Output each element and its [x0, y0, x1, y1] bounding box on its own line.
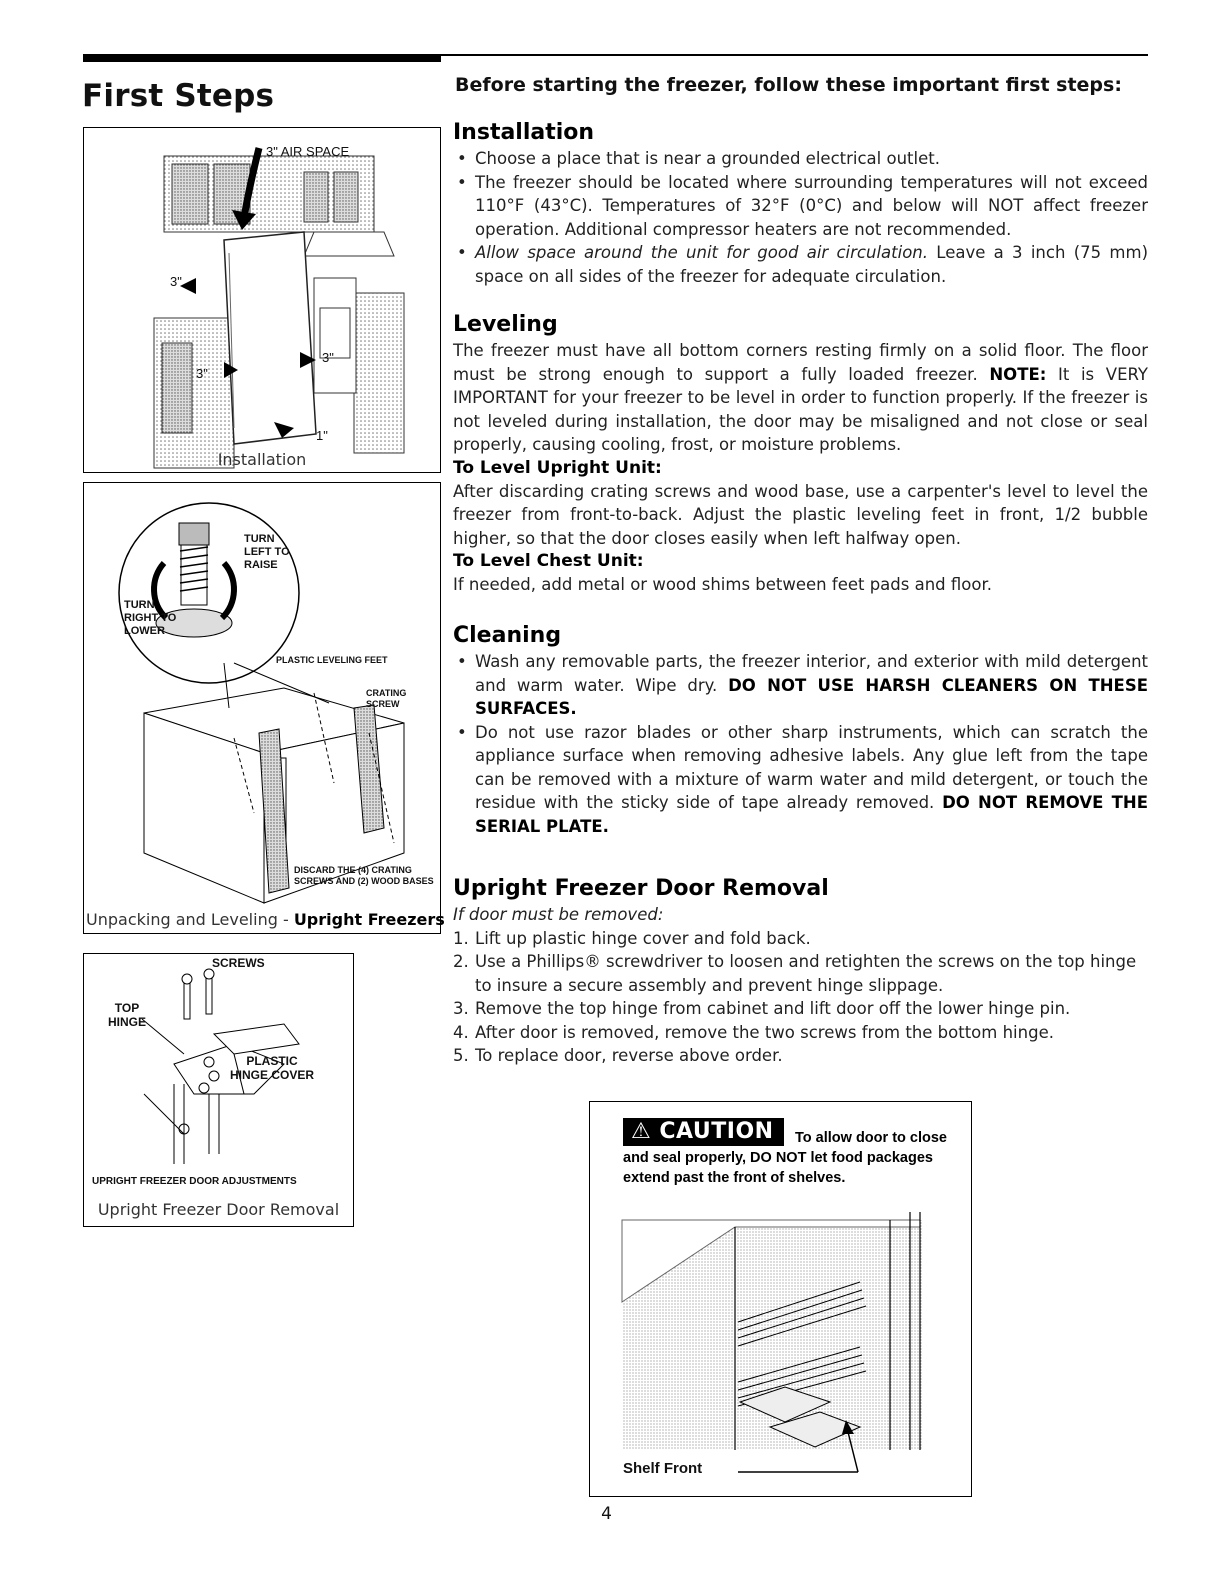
door-caption: Upright Freezer Door Removal	[97, 1200, 340, 1219]
crating-screw-label	[366, 688, 406, 710]
leveling-p1-b: It is VERY IMPORTANT for your freezer to be level in order to function properly. If the freezer is not leveled during installation, the door may be misaligned and not close or seal properly, causing cooling, frost, or moisture problems.	[453, 364, 1149, 454]
leveling-caption	[86, 910, 445, 929]
installation-figure	[83, 127, 441, 473]
door-figure	[83, 953, 354, 1227]
installation-bullet-3-rest: Leave a 3 inch (75 mm) space on all sides of the freezer for adequate circulation.	[475, 243, 1149, 286]
leveling-section	[453, 311, 1148, 597]
turn-left-line2: LEFT TO	[244, 546, 290, 558]
step-text: After door is removed, remove the two screws from the bottom hinge.	[475, 1022, 1054, 1042]
leveling-figure	[83, 482, 445, 934]
installation-caption: Installation	[217, 450, 307, 469]
header-rule-thick	[83, 54, 441, 62]
air-space-label: 3" AIR SPACE	[266, 144, 350, 159]
door-adjustments-label: UPRIGHT FREEZER DOOR ADJUSTMENTS	[92, 1176, 297, 1187]
caution-text: To allow door to close and seal properly, DO NOT let food packages extend past the front of shelves.	[623, 1130, 947, 1186]
door-step	[453, 1044, 1148, 1068]
installation-illustration	[84, 128, 440, 472]
side-right-label: 3"	[322, 350, 334, 365]
door-removal-steps	[453, 927, 1148, 1068]
cleaning-bullet-1-bold: DO NOT USE HARSH CLEANERS ON THESE SURFACES.	[475, 675, 1148, 718]
caution-badge-text: CAUTION	[659, 1119, 774, 1144]
cleaning-list	[453, 650, 1148, 838]
installation-bullet-3	[453, 241, 1148, 288]
step-number: 2.	[453, 952, 469, 971]
step-number: 5.	[453, 1046, 469, 1065]
level-upright-text: After discarding crating screws and wood base, use a carpenter's level to level the freezer from front-to-back. Adjust the plastic leveling feet in front, 1/2 bubble higher, so that the door closes easily when left halfway open.	[453, 481, 1148, 548]
installation-bullet-3-italic: Allow space around the unit for good air circulation.	[475, 243, 928, 262]
step-text: Use a Phillips® screwdriver to loosen and retighten the screws on the top hinge to insure a secure assembly and prevent hinge slippage.	[475, 952, 1137, 995]
installation-section	[453, 119, 1148, 288]
cleaning-bullet-2-text: Do not use razor blades or other sharp instruments, which can scratch the appliance surface when removing adhesive labels. Any glue left from the tape can be removed with a mixture of warm water and mild detergent, or touch the residue with the sticky side of tape already removed.	[475, 722, 1148, 812]
turn-left-line1: TURN	[244, 533, 275, 545]
leveling-note: NOTE:	[989, 364, 1047, 384]
leveling-p1-a: The freezer must have all bottom corners resting firmly on a solid floor. The floor must be strong enough to support a fully loaded freezer.	[453, 341, 1148, 384]
installation-bullet-1: • Choose a place that is near a grounded electrical outlet.	[453, 147, 1148, 171]
cleaning-bullet-1-text: Wash any removable parts, the freezer interior, and exterior with mild detergent and warm water. Wipe dry.	[475, 652, 1148, 695]
cleaning-bullet-2	[453, 721, 1148, 839]
leveling-heading: Leveling	[453, 312, 558, 337]
door-step	[453, 950, 1148, 997]
page-number: 4	[601, 1504, 612, 1524]
cleaning-section	[453, 622, 1148, 838]
side-left-label: 3"	[170, 274, 182, 289]
door-step	[453, 997, 1148, 1021]
plastic-cover-label	[230, 1054, 314, 1082]
crating-line1: CRATING	[366, 688, 407, 698]
cleaning-bullet-1	[453, 650, 1148, 721]
level-chest-text: If needed, add metal or wood shims between feet pads and floor.	[453, 575, 992, 594]
cleaning-bullet-2-bold: DO NOT REMOVE THE SERIAL PLATE.	[475, 793, 1148, 836]
side-inner-label: 3"	[196, 366, 208, 381]
turn-right-label	[124, 599, 176, 638]
leveling-caption-bold: Upright Freezers	[293, 910, 445, 929]
turn-right-line3: LOWER	[124, 625, 165, 637]
step-number: 4.	[453, 1022, 469, 1042]
page-title: First Steps	[82, 78, 275, 114]
bottom-gap-label: 1"	[316, 428, 328, 443]
turn-right-line2: RIGHT TO	[124, 612, 177, 624]
installation-heading: Installation	[453, 120, 595, 145]
shelf-front-label: Shelf Front	[623, 1460, 703, 1477]
leveling-paragraph	[453, 339, 1148, 457]
top-hinge-line2: HINGE	[108, 1015, 147, 1029]
step-number: 3.	[453, 999, 469, 1018]
crating-line2: SCREW	[366, 699, 400, 709]
plastic-cover-line1: PLASTIC	[246, 1054, 298, 1068]
top-heading: Before starting the freezer, follow these important first steps:	[455, 74, 1122, 96]
screws-label: SCREWS	[212, 956, 265, 970]
cleaning-heading: Cleaning	[453, 623, 562, 648]
step-text: To replace door, reverse above order.	[475, 1046, 783, 1065]
leveling-caption-plain: Unpacking and Leveling -	[86, 910, 294, 929]
level-upright-heading: To Level Upright Unit:	[453, 457, 662, 478]
top-hinge-label	[108, 1001, 146, 1029]
plastic-cover-line2: HINGE COVER	[230, 1068, 315, 1082]
discard-label	[294, 865, 434, 887]
installation-bullet-2: • The freezer should be located where surrounding temperatures will not exceed 110°F (43°C). Temperatures of 32°F (0°C) and below will NOT affect freezer operation. Additional compressor heaters are not recommended.	[453, 171, 1148, 242]
step-number: 1.	[453, 928, 469, 948]
warning-triangle-icon: ⚠	[631, 1119, 652, 1144]
discard-line2: SCREWS AND (2) WOOD BASES	[294, 876, 434, 886]
discard-line1: DISCARD THE (4) CRATING	[294, 865, 412, 875]
step-text: Remove the top hinge from cabinet and lift door off the lower hinge pin.	[475, 999, 1071, 1018]
level-chest-heading: To Level Chest Unit:	[453, 551, 644, 571]
door-removal-section	[453, 875, 1148, 1068]
turn-right-line1: TURN	[124, 599, 155, 611]
door-step	[453, 1021, 1148, 1045]
caution-box	[589, 1101, 972, 1497]
turn-left-label	[244, 533, 290, 572]
door-step	[453, 927, 1148, 951]
turn-left-line3: RAISE	[244, 559, 278, 571]
door-removal-heading: Upright Freezer Door Removal	[453, 876, 829, 901]
plastic-feet-label: PLASTIC LEVELING FEET	[276, 655, 388, 665]
installation-list	[453, 147, 1148, 288]
step-text: Lift up plastic hinge cover and fold back.	[475, 928, 811, 948]
door-removal-intro: If door must be removed:	[453, 905, 664, 924]
top-hinge-line1: TOP	[114, 1001, 140, 1015]
